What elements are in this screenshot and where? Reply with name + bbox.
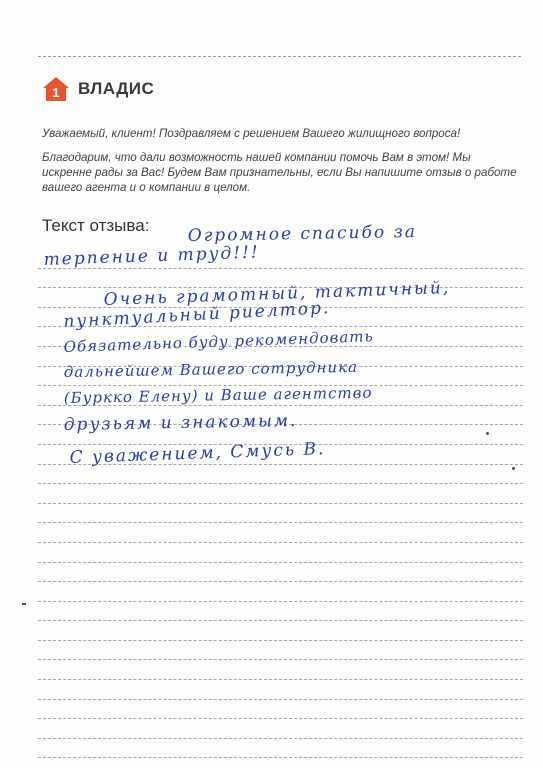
ruled-line [38,425,523,445]
ruled-line [38,308,523,328]
ruled-line [38,288,523,308]
ruled-line [38,406,523,426]
ruled-line [38,660,523,680]
ruled-line [38,621,523,641]
handwritten-line: Огромное спасибо за [187,222,418,246]
review-lines [38,249,523,758]
ruled-line [38,327,523,347]
paper-speck [486,432,489,435]
handwritten-line: (Буркко Елену) и Ваше агентство [63,383,373,407]
thanks-text: Благодарим, что дали возможность нашей компании помочь Вам в этом! Мы искренне рады за Вас! Будем Вам признательны, если Вы напишите отзыв о работе вашего агента и о компании в целом. [42,151,517,194]
ruled-line [38,269,523,289]
handwritten-line: терпение и труд!!! [43,242,261,270]
brand-name: ВЛАДИС [78,79,155,98]
handwritten-line: Обязательно буду рекомендовать [63,327,374,356]
ruled-line [38,641,523,661]
ruled-line [38,602,523,622]
company-logo [42,76,154,102]
review-label: Текст отзыва: [42,216,150,235]
ruled-line [38,680,523,700]
ruled-line [38,484,523,504]
handwritten-line: пунктуальный риелтор. [62,298,331,332]
house-logo-icon [42,76,70,102]
ruled-line [38,719,523,739]
ruled-line [38,445,523,465]
ruled-line [38,347,523,367]
intro-text [42,126,522,204]
handwritten-line: друзьям и знакомым. [63,410,298,435]
ruled-line [38,383,523,407]
ruled-line [38,543,523,563]
top-divider [38,56,521,57]
ruled-line [38,739,523,759]
greeting-text: Уважаемый, клиент! Поздравляем с решением Вашего жилищного вопроса! [42,127,461,140]
ruled-line [38,504,523,524]
ruled-line [38,563,523,583]
ruled-line [38,465,523,485]
paper-speck [512,467,515,470]
handwritten-line: Очень грамотный, тактичный, [103,277,451,310]
paper-speck [22,603,26,605]
ruled-line [38,523,523,543]
svg-text:1: 1 [52,85,60,100]
ruled-line [38,582,523,602]
ruled-line [38,249,523,269]
ruled-line [38,367,523,387]
handwritten-line: С уважением, Смусь В. [69,439,326,468]
ruled-line [38,700,523,720]
handwritten-line: дальнейшем Вашего сотрудника [63,357,359,381]
